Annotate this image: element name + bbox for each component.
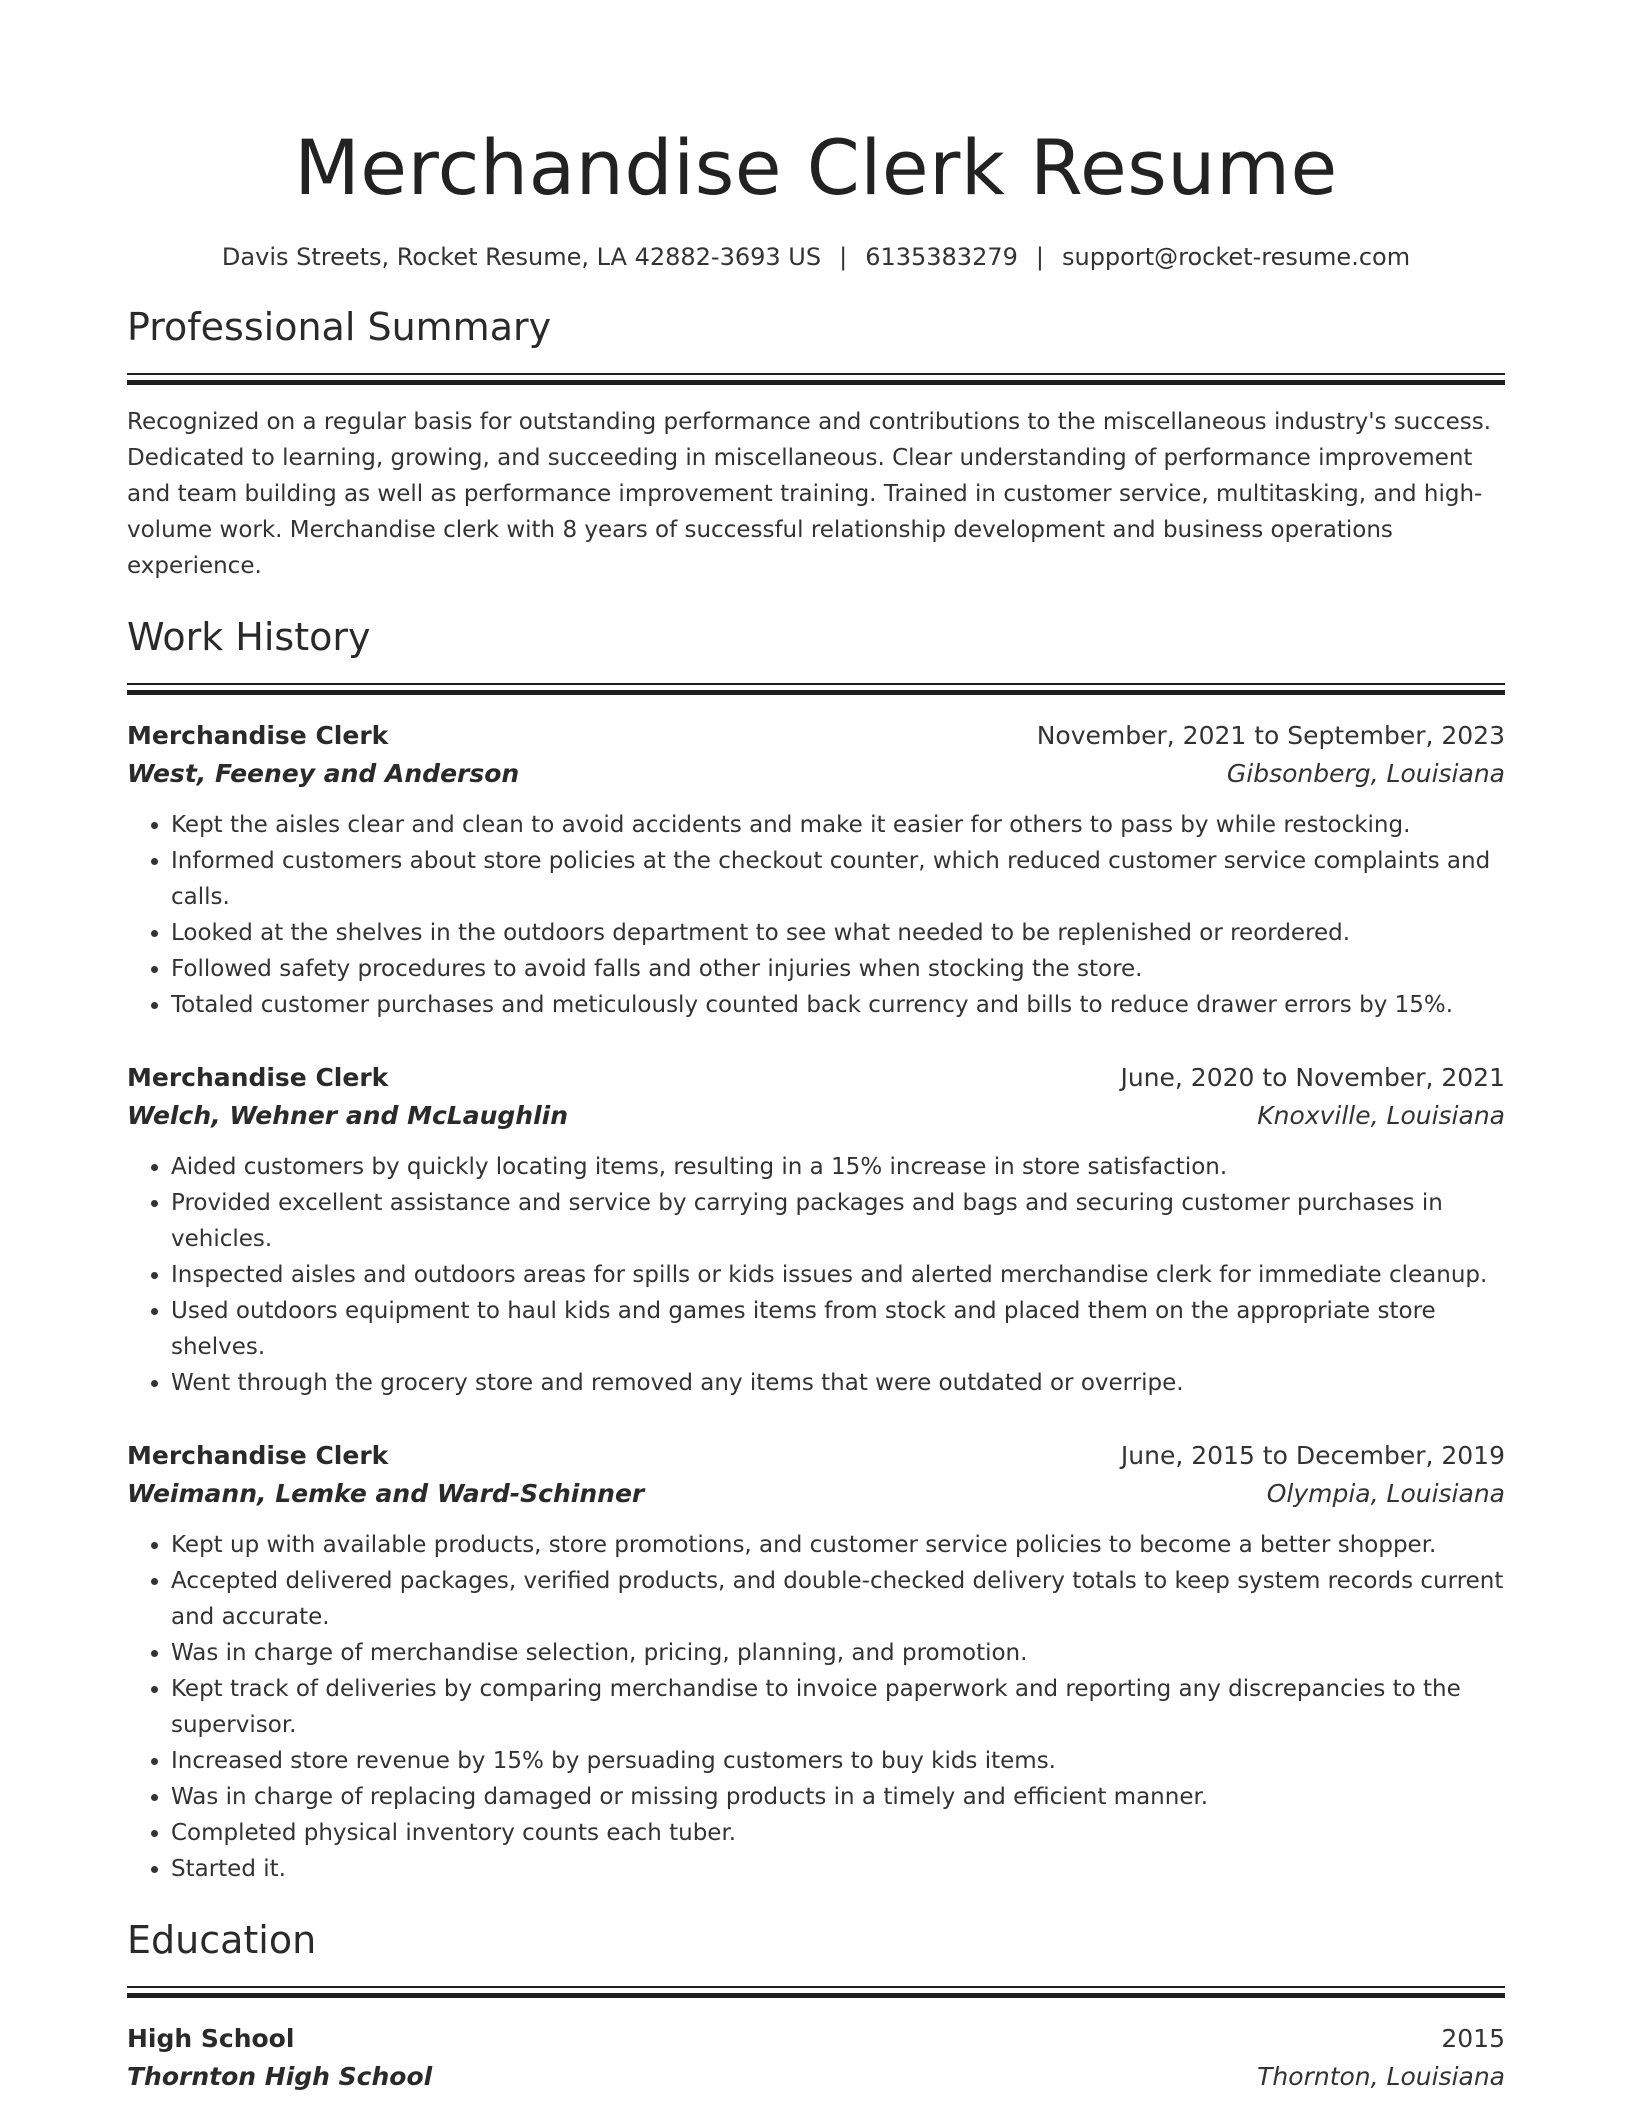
job-duty: • Started it. [171,1851,1505,1887]
job-duty: • Was in charge of replacing damaged or missing products in a timely and efficient manner. [171,1779,1505,1815]
job-entry [127,1059,1505,1401]
contact-address: Davis Streets, Rocket Resume, LA 42882-3693 US [221,243,822,271]
job-title: Merchandise Clerk [127,1063,389,1092]
education-school: Thornton High School [127,2062,433,2091]
job-title: Merchandise Clerk [127,721,389,750]
contact-phone: 6135383279 [865,243,1018,271]
job-duties-list [127,807,1505,1023]
job-duty: • Increased store revenue by 15% by persuading customers to buy kids items. [171,1743,1505,1779]
job-duty: • Was in charge of merchandise selection, pricing, planning, and promotion. [171,1635,1505,1671]
education-school-row [127,2058,1505,2096]
job-dates: November, 2021 to September, 2023 [1036,721,1505,750]
job-duty: • Totaled customer purchases and meticulously counted back currency and bills to reduce drawer errors by 15%. [171,987,1505,1023]
job-duty: • Inspected aisles and outdoors areas for spills or kids issues and alerted merchandise clerk for immediate cleanup. [171,1257,1505,1293]
job-duty: • Kept up with available products, store promotions, and customer service policies to become a better shopper. [171,1527,1505,1563]
job-employer [127,755,1505,793]
section-divider [127,1986,1505,1988]
job-duty: • Aided customers by quickly locating items, resulting in a 15% increase in store satisfaction. [171,1149,1505,1185]
job-duty: • Provided excellent assistance and service by carrying packages and bags and securing customer purchases in vehicles. [171,1185,1505,1257]
education-heading: Education [127,1918,317,1962]
job-header [127,1059,1505,1097]
job-header [127,717,1505,755]
job-dates: June, 2020 to November, 2021 [1120,1063,1505,1092]
resume-title: Merchandise Clerk Resume [294,123,1338,212]
section-divider [127,690,1505,695]
job-location: Olympia, Louisiana [1266,1479,1505,1508]
job-entry [127,717,1505,1023]
job-company: Weimann, Lemke and Ward-Schinner [127,1479,645,1508]
job-employer [127,1475,1505,1513]
job-duty: • Followed safety procedures to avoid falls and other injuries when stocking the store. [171,951,1505,987]
contact-line [127,240,1505,274]
education-entry [127,2020,1505,2096]
job-duty: • Kept track of deliveries by comparing merchandise to invoice paperwork and reporting any discrepancies to the supervisor. [171,1671,1505,1743]
education-header [127,2020,1505,2058]
education-year: 2015 [1441,2024,1505,2053]
job-header [127,1437,1505,1475]
job-duty: • Informed customers about store policies at the checkout counter, which reduced customer service complaints and calls. [171,843,1505,915]
job-duty: • Used outdoors equipment to haul kids and games items from stock and placed them on the appropriate store shelves. [171,1293,1505,1365]
job-duty: • Went through the grocery store and removed any items that were outdated or overripe. [171,1365,1505,1401]
section-divider [127,1993,1505,1998]
job-duty: • Accepted delivered packages, verified products, and double-checked delivery totals to keep system records current and accurate. [171,1563,1505,1635]
summary-heading: Professional Summary [127,305,552,349]
job-company: Welch, Wehner and McLaughlin [127,1101,569,1130]
job-duties-list [127,1149,1505,1401]
work-history-section [127,612,1505,1887]
section-divider [127,373,1505,375]
section-divider [127,380,1505,385]
job-entry [127,1437,1505,1887]
job-employer [127,1097,1505,1135]
education-degree: High School [127,2024,295,2053]
section-divider [127,683,1505,685]
job-location: Knoxville, Louisiana [1257,1101,1505,1130]
job-duty: • Kept the aisles clear and clean to avoid accidents and make it easier for others to pass by while restocking. [171,807,1505,843]
summary-text: Recognized on a regular basis for outstanding performance and contributions to the miscellaneous industry's success. Dedicated to learning, growing, and succeeding in miscellaneous. Clear understanding of performance improvement and team building as well as performance improvement training. Trained in customer service, multitasking, and high-volume work. Merchandise clerk with 8 years of successful relationship development and business operations experience. [127,409,1492,579]
education-location: Thornton, Louisiana [1257,2062,1505,2091]
contact-separator: | [1035,243,1044,271]
education-section [127,1915,1505,2096]
job-company: West, Feeney and Anderson [127,759,520,788]
job-location: Gibsonberg, Louisiana [1226,759,1505,788]
job-duties-list [127,1527,1505,1887]
contact-email: support@rocket-resume.com [1061,243,1411,271]
work-history-heading: Work History [127,615,371,659]
job-duty: • Completed physical inventory counts each tuber. [171,1815,1505,1851]
summary-section [127,302,1505,584]
job-title: Merchandise Clerk [127,1441,389,1470]
job-dates: June, 2015 to December, 2019 [1120,1441,1505,1470]
job-duty: • Looked at the shelves in the outdoors department to see what needed to be replenished or reordered. [171,915,1505,951]
contact-separator: | [839,243,848,271]
